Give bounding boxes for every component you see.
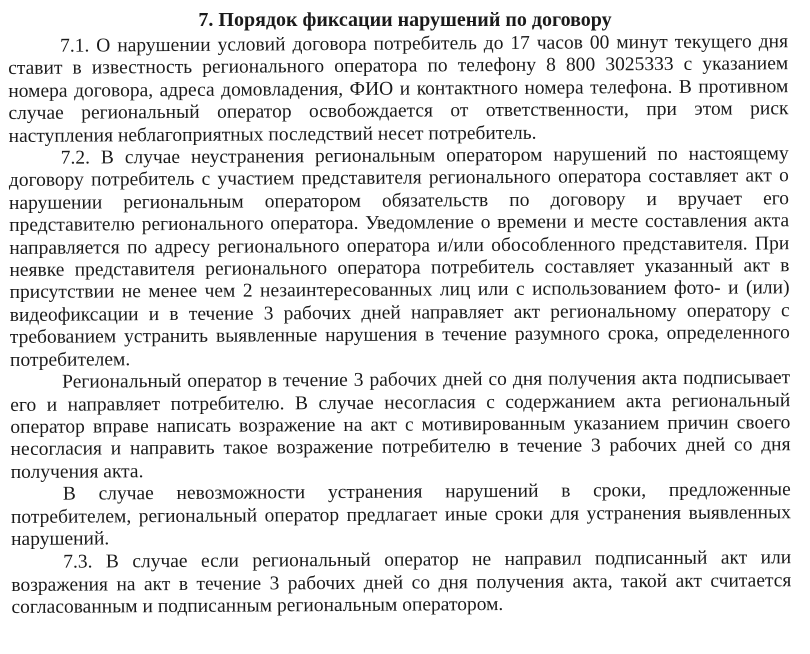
paragraph-7-2: 7.2. В случае неустранения региональным оператором нарушений по настоящему договору потребитель с участием представителя регионального оператора составляет акт о нарушении региональным оператором обязательств по договору и вручает его представителю регионального оператора. Уведомление о времени и месте составления акта направляется по адресу регионального оператора и/или обособленного представителя. При неявке представителя регионального оператора потребитель составляет указанный акт в присутствии не менее чем 2 незаинтересованных лиц или с использованием фото- и (или) видеофиксации и в течение 3 рабочих дней направляет акт региональному оператору с требованием устранить выявленные нарушения в течение разумного срока, определенного потребителем. bbox=[8, 143, 790, 371]
paragraph-operator-signing: Региональный оператор в течение 3 рабочих дней со дня получения акта подписывает его и направляет потребителю. В случае несогласия с содержанием акта региональный оператор вправе написать возражение на акт с мотивированным указанием причин своего несогласия и направить такое возражение потребителю в течение 3 рабочих дней со дня получения акта. bbox=[10, 367, 791, 483]
paragraph-7-1: 7.1. О нарушении условий договора потребитель до 17 часов 00 минут текущего дня ставит в известность регионального оператора по телефону 8 800 3025333 с указанием номера договора, адреса домовладения, ФИО и контактного номера телефона. В противном случае региональный оператор освобождается от ответственности, при этом риск наступления неблагоприятных последствий несет потребитель. bbox=[8, 31, 789, 147]
section-heading: 7. Порядок фиксации нарушений по договору bbox=[198, 9, 612, 31]
section-body bbox=[8, 31, 792, 619]
paragraph-7-3: 7.3. В случае если региональный оператор не направил подписанный акт или возражения на акт в течение 3 рабочих дней со дня получения акта, такой акт считается согласованным и подписанным региональным оператором. bbox=[11, 547, 792, 619]
paragraph-alternative-terms: В случае невозможности устранения нарушений в сроки, предложенные потребителем, региональный оператор предлагает иные сроки для устранения выявленных нарушений. bbox=[10, 479, 791, 550]
